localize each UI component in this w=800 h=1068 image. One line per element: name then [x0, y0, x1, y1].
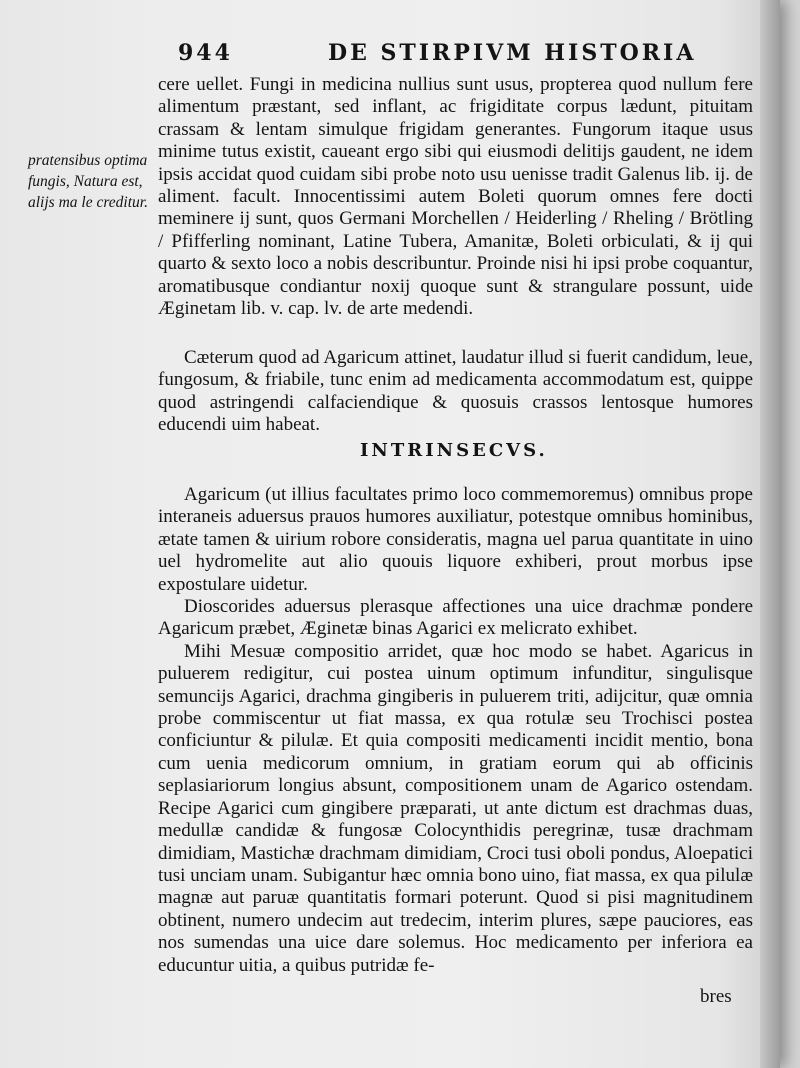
paragraph-agaricum-uses: Agaricum (ut illius facultates primo loco commemoremus) omnibus prope interaneis aduersus prauos humores auxiliatur, potestque omnibus hominibus, ætate tamen & uirium robore consideratis, magna uel parua quantitate in uino uel hydromelite aut alio quouis liquore exhiberi, prout morbus ipse expostulare uidetur. — [158, 484, 753, 595]
page-gutter — [760, 0, 780, 1068]
marginal-note: pratensibus optima fungis, Natura est, alijs ma le creditur. — [28, 152, 148, 211]
paragraph-fungi: cere uellet. Fungi in medicina nullius sunt usus, propterea quod nullum fere alimentum præstant, sed inflant, ac frigiditate corpus lædunt, pituitam crassam & lentam simulque frigidam generantes. Fungorum itaque usus minime tutus existit, caueant ergo sibi qui eiusmodi delitijs gaudent, ne idem ipsis accidat quod cuidam sibi probe noto usu uenisse tradit Galenus lib. ij. de aliment. facult. Innocentissimi autem Boleti quorum omnes fere docti meminere ij sunt, quos Germani Morchellen / Heiderling / Rheling / Brötling / Pfifferling nominant, Latine Tubera, Amanitæ, Boleti orbiculati, & ij qui quarto & sexto loco a nobis describuntur. Proinde nisi hi ipsi probe coquantur, aromatibusque condiantur noxij quoque sunt & strangulare possunt, uide Æginetam lib. v. cap. lv. de arte medendi. — [158, 74, 753, 320]
catchword: bres — [700, 986, 732, 1007]
text-block-agaricum — [158, 347, 753, 437]
text-block-fungi — [158, 74, 753, 320]
paragraph-agaricum: Cæterum quod ad Agaricum attinet, laudatur illud si fuerit candidum, leue, fungosum, & friabile, tunc enim ad medicamenta accommodatum est, quippe quod astringendi calfaciendique & quosuis crassos lentosque humores educendi uim habeat. — [158, 347, 753, 436]
text-block-intrinsecus — [158, 484, 753, 977]
paragraph-mesue-composition: Mihi Mesuæ compositio arridet, quæ hoc modo se habet. Agaricus in puluerem redigitur, cui postea uinum optimum infunditur, singulisque semuncijs Agarici, drachma gingiberis in puluerem triti, adijcitur, quæ omnia probe commiscentur ut fiat massa, ex qua rotulæ seu Trochisci postea conficiuntur & pilulæ. Et quia compositi medicamenti incidit mentio, bona cum uenia medicorum omnium, in gratiam eorum qui ab officinis seplasiariorum longius absunt, compositionem unam de Agarico ostendam. Recipe Agarici cum gingibere præparati, ut ante dictum est drachmas duas, medullæ candidæ & fungosæ Colocynthidis peregrinæ, tusæ drachmam dimidiam, Mastichæ drachmam dimidiam, Croci tusi oboli pondus, Aloepatici tusi unciam unam. Subigantur hæc omnia bono uino, fiat massa, ex qua pilulæ magnæ aut paruæ quantitatis formari poterunt. Quod si pisi magnitudinem obtinent, numero undecim aut tredecim, interim plures, sæpe pauciores, eas nos sumendas una uice dare solemus. Hoc medicamento per inferiora ea educuntur uitia, a quibus putridæ fe- — [158, 640, 753, 976]
running-title: DE STIRPIVM HISTORIA — [328, 40, 697, 66]
paragraph-dioscorides: Dioscorides aduersus plerasque affectiones una uice drachmæ pondere Agaricum præbet, Æginetæ binas Agarici ex melicrato exhibet. — [158, 596, 753, 640]
section-heading: INTRINSECVS. — [360, 440, 548, 461]
page-number: 944 — [178, 40, 233, 66]
